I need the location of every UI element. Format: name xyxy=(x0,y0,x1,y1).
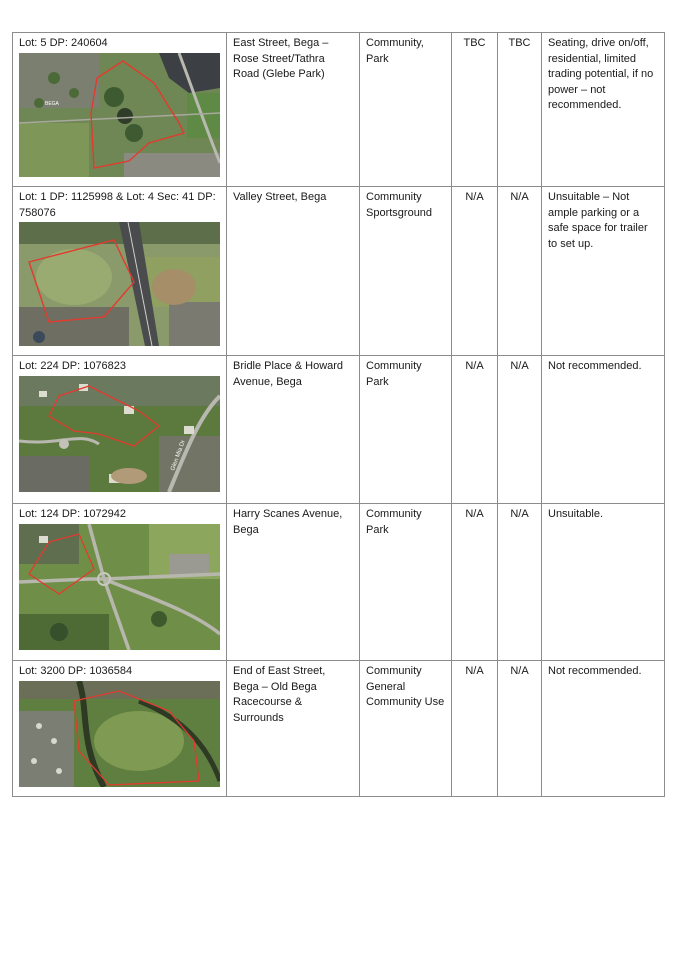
table-row xyxy=(13,504,665,661)
aerial-photo xyxy=(19,376,220,492)
location-cell: Bridle Place & Howard Avenue, Bega xyxy=(227,356,360,504)
value-cell: TBC xyxy=(498,33,542,187)
location-cell: Harry Scanes Avenue, Bega xyxy=(227,504,360,661)
aerial-photo xyxy=(19,53,220,177)
value-cell: N/A xyxy=(452,356,498,504)
location-cell: Valley Street, Bega xyxy=(227,187,360,356)
value-cell: N/A xyxy=(452,187,498,356)
value-cell: N/A xyxy=(498,661,542,797)
lot-cell xyxy=(13,356,227,504)
sites-table xyxy=(12,32,665,797)
value-cell: N/A xyxy=(498,187,542,356)
comment-cell: Unsuitable. xyxy=(542,504,665,661)
aerial-photo xyxy=(19,524,220,650)
comment-cell: Not recommended. xyxy=(542,661,665,797)
lot-cell xyxy=(13,33,227,187)
table-row xyxy=(13,661,665,797)
zoning-cell: Community Park xyxy=(360,504,452,661)
comment-cell: Unsuitable – Not ample parking or a safe space for trailer to set up. xyxy=(542,187,665,356)
lot-label: Lot: 224 DP: 1076823 xyxy=(19,360,127,372)
lot-label: Lot: 3200 DP: 1036584 xyxy=(19,665,133,677)
zoning-cell: Community Sportsground xyxy=(360,187,452,356)
table-row xyxy=(13,187,665,356)
lot-cell xyxy=(13,661,227,797)
aerial-photo xyxy=(19,681,220,787)
map-label: BEGA xyxy=(45,100,59,107)
lot-label: Lot: 124 DP: 1072942 xyxy=(19,508,127,520)
table-row xyxy=(13,33,665,187)
map-label: Glen Mia Dr xyxy=(170,439,187,472)
value-cell: N/A xyxy=(452,504,498,661)
comment-cell: Seating, drive on/off, residential, limited trading potential, if no power – not recommended. xyxy=(542,33,665,187)
lot-label: Lot: 5 DP: 240604 xyxy=(19,37,108,49)
zoning-cell: Community, Park xyxy=(360,33,452,187)
value-cell: N/A xyxy=(452,661,498,797)
comment-cell: Not recommended. xyxy=(542,356,665,504)
location-cell: East Street, Bega – Rose Street/Tathra Road (Glebe Park) xyxy=(227,33,360,187)
value-cell: N/A xyxy=(498,356,542,504)
value-cell: TBC xyxy=(452,33,498,187)
lot-label: Lot: 1 DP: 1125998 & Lot: 4 Sec: 41 DP: 758076 xyxy=(19,191,216,219)
table-row xyxy=(13,356,665,504)
lot-cell xyxy=(13,504,227,661)
lot-cell xyxy=(13,187,227,356)
value-cell: N/A xyxy=(498,504,542,661)
location-cell: End of East Street, Bega – Old Bega Racecourse & Surrounds xyxy=(227,661,360,797)
zoning-cell: Community General Community Use xyxy=(360,661,452,797)
zoning-cell: Community Park xyxy=(360,356,452,504)
aerial-photo xyxy=(19,222,220,346)
